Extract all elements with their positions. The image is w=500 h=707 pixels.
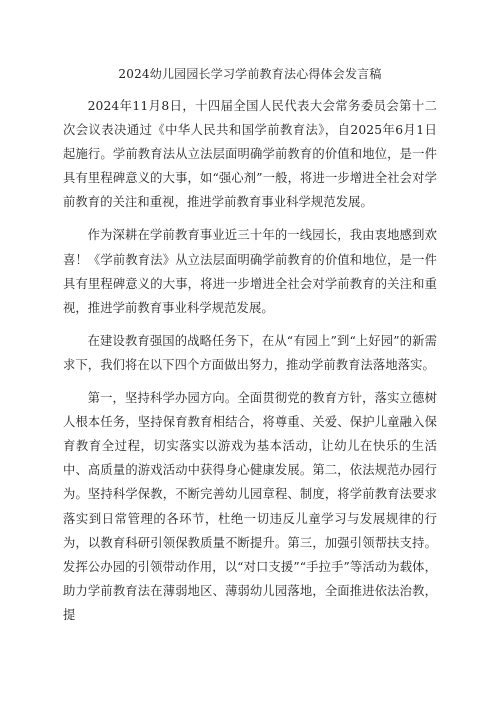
paragraph: 在建设教育强国的战略任务下，在从“有园上”到“上好园”的新需求下，我们将在以下四个方面做出努力，推动学前教育法落地落实。 (63, 333, 437, 372)
paragraph: 第一，坚持科学办园方向。全面贯彻党的教育方针，落实立德树人根本任务，坚持保育教育相结合，将尊重、关爱、保护儿童融入保育教育全过程，切实落实以游戏为基本活动，让幼儿在快乐的生活中、高质量的游戏活动中获得身心健康发展。第二，依法规范办园行为。坚持科学保教，不断完善幼儿园章程、制度，将学前教育法要求落实到日常管理的各环节，杜绝一切违反儿童学习与发展规律的行为，以教育科研引领保教质量不断提升。第三，加强引领帮扶支持。发挥公办园的引领带动作用，以“对口支援”“手拉手”等活动为载体，助力学前教育法在薄弱地区、薄弱幼儿园落地，全面推进依法治教，提 (63, 391, 437, 622)
document-title: 2024幼儿园园长学习学前教育法心得体会发言稿 (118, 67, 382, 81)
paragraph: 作为深耕在学前教育事业近三十年的一线园长，我由衷地感到欢喜！《学前教育法》从立法层面明确学前教育的价值和地位，是一件具有里程碑意义的大事，将进一步增进全社会对学前教育的关注和重视，推进学前教育事业科学规范发展。 (63, 228, 437, 315)
paragraph: 2024年11月8日，十四届全国人民代表大会常务委员会第十二次会议表决通过《中华人民共和国学前教育法》，自2025年6月1日起施行。学前教育法从立法层面明确学前教育的价值和地位，是一件具有里程碑意义的大事，如“强心剂”一般，将进一步增进全社会对学前教育的关注和重视，推进学前教育事业科学规范发展。 (63, 99, 437, 210)
document-body (63, 94, 437, 636)
